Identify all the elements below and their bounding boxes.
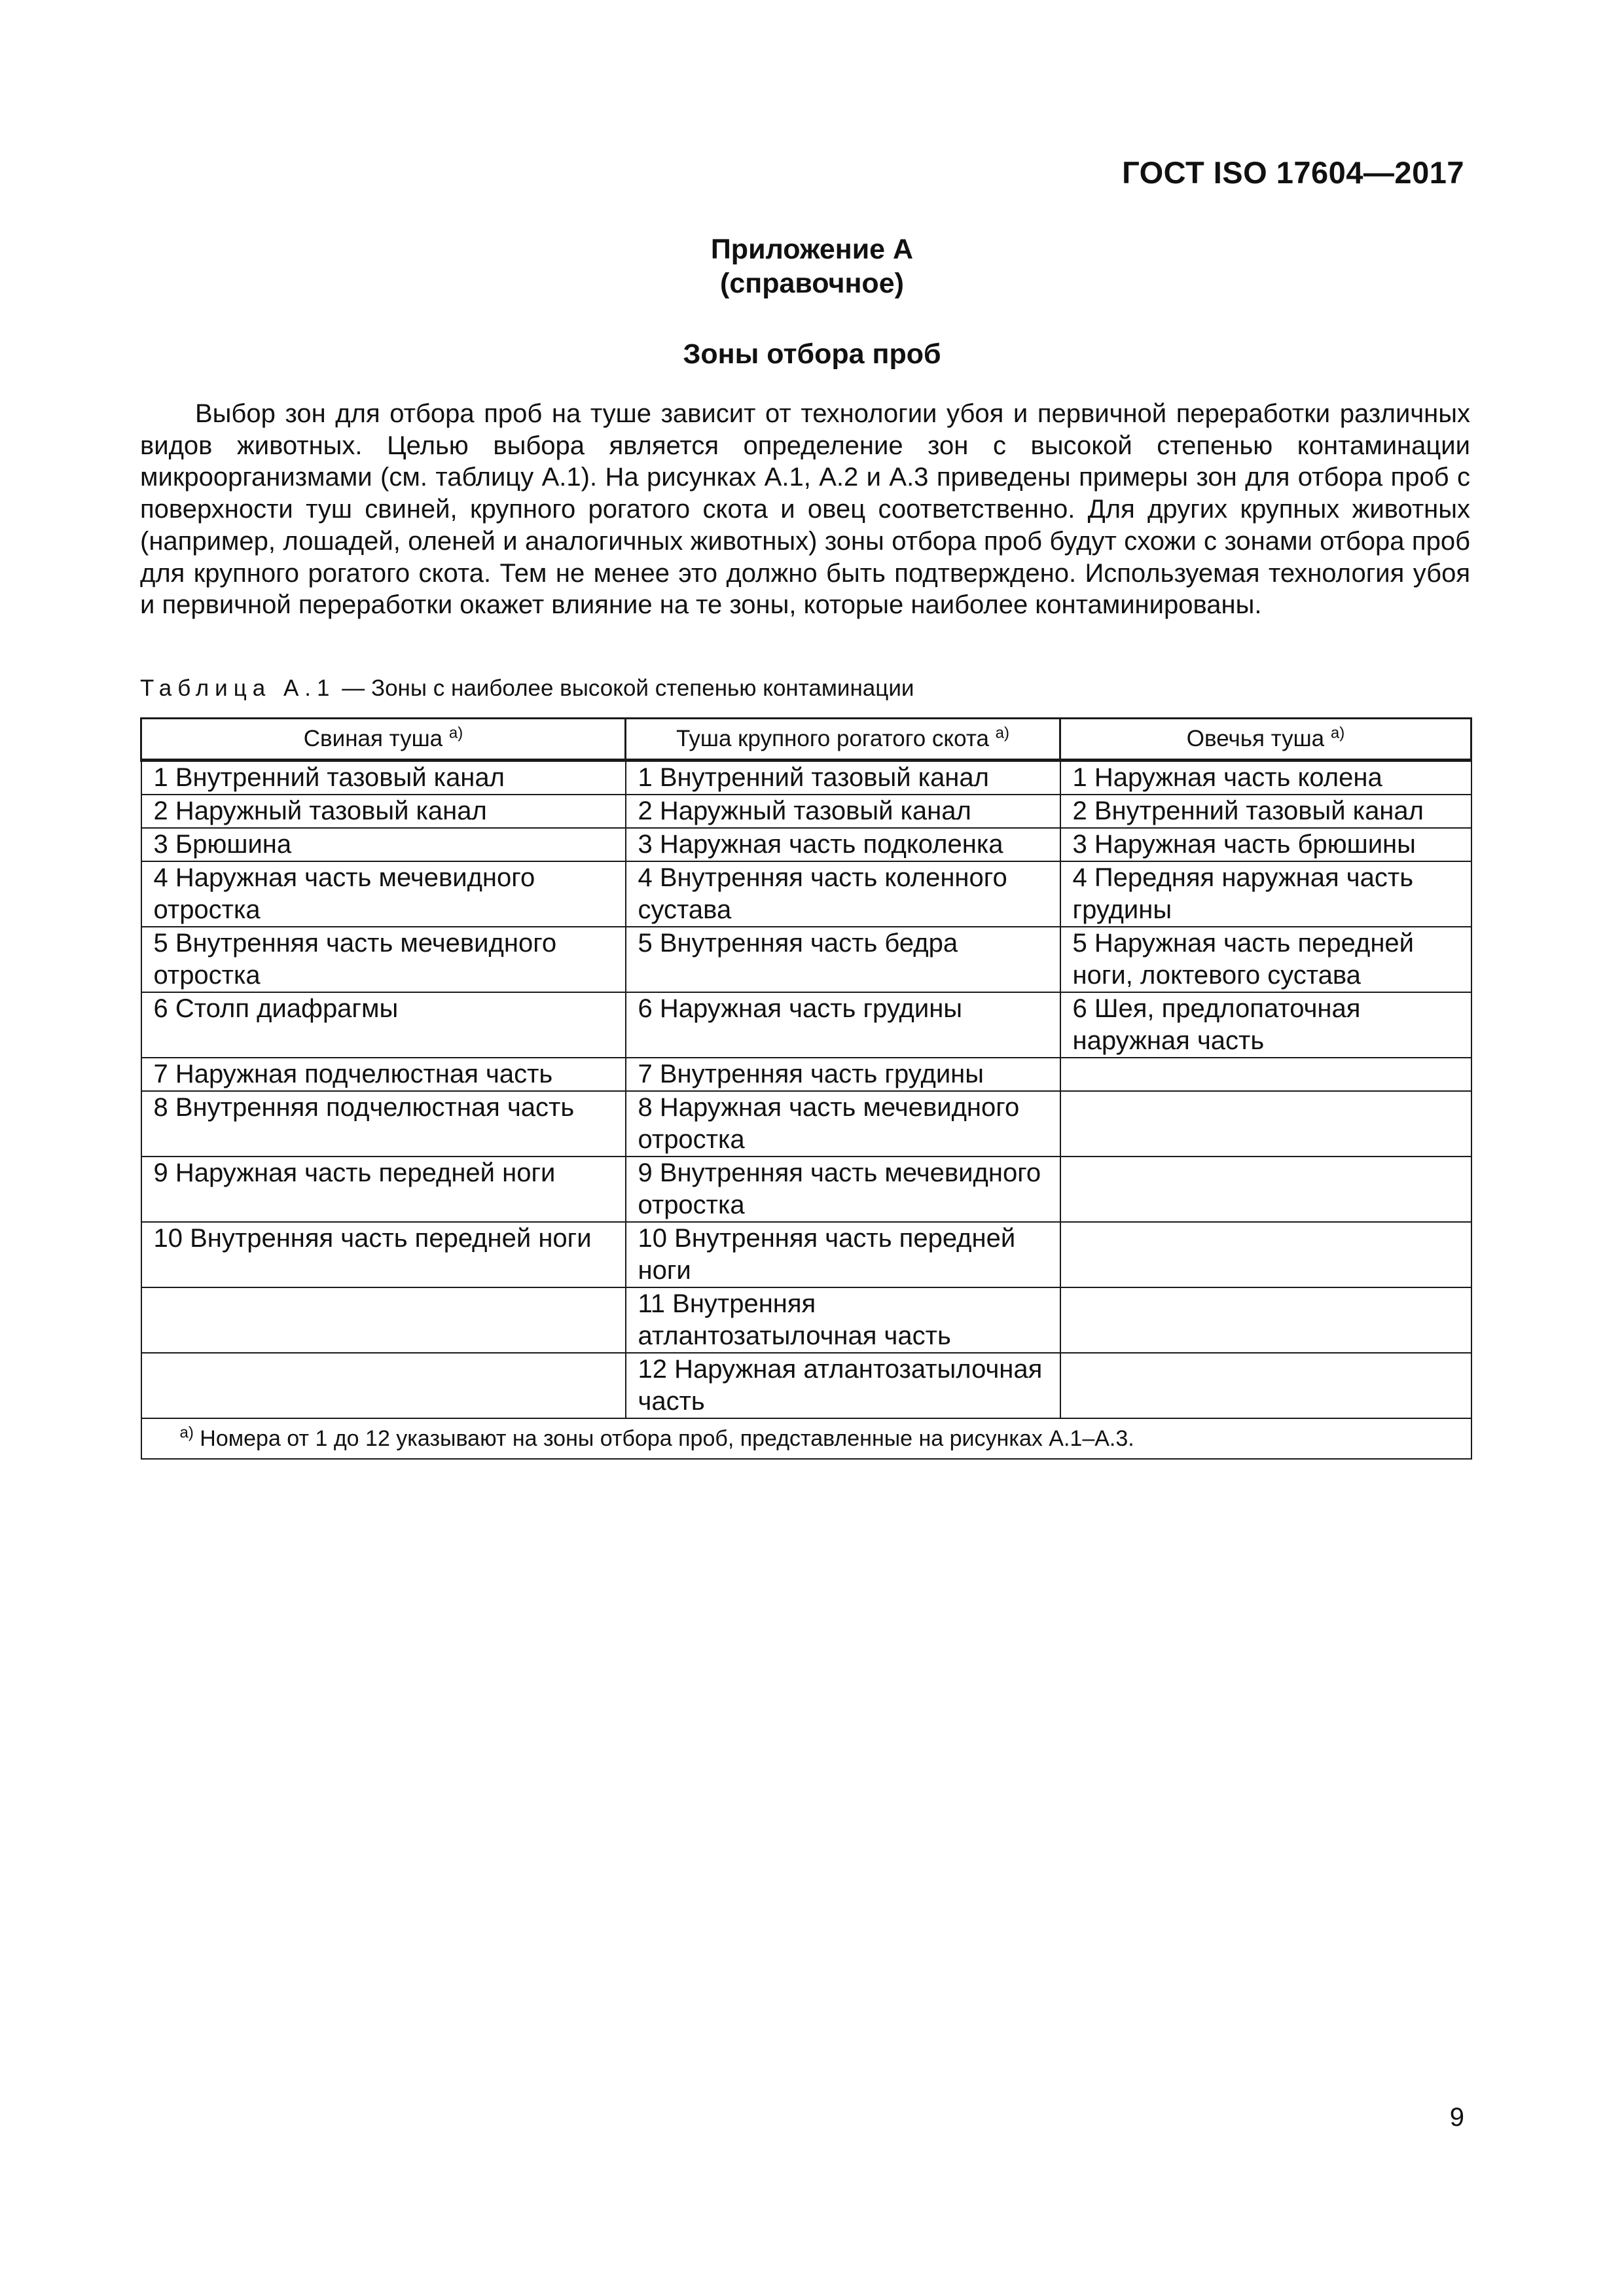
table-cell	[1060, 1353, 1471, 1418]
table-cell: 2 Наружный тазовый канал	[141, 795, 626, 828]
table-row	[141, 761, 1471, 795]
table-cell: 1 Внутренний тазовый канал	[626, 761, 1060, 795]
table-cell: 8 Наружная часть мечевидного отростка	[626, 1091, 1060, 1157]
table-row	[141, 992, 1471, 1058]
table-row	[141, 828, 1471, 861]
annex-title: Приложение А	[710, 234, 914, 265]
table-cell: 1 Внутренний тазовый канал	[141, 761, 626, 795]
table-row	[141, 1058, 1471, 1091]
header-sheep-carcass: Овечья туша $^{а)}$	[1060, 719, 1471, 761]
table-caption	[140, 674, 914, 703]
table-cell: 11 Внутренняя атлантозатылочная часть	[626, 1287, 1060, 1353]
table-cell	[141, 1287, 626, 1353]
table-cell: 4 Внутренняя часть коленного сустава	[626, 861, 1060, 927]
zones-table	[140, 717, 1472, 1460]
table-cell: 6 Столп диафрагмы	[141, 992, 626, 1058]
table-cell: 3 Наружная часть подколенка	[626, 828, 1060, 861]
table-cell	[1060, 1157, 1471, 1222]
table-cell: 2 Наружный тазовый канал	[626, 795, 1060, 828]
header-pig-carcass: Свиная туша $^{а)}$	[141, 719, 626, 761]
footnote-mark: а)	[179, 1424, 194, 1442]
table-cell: 3 Наружная часть брюшины	[1060, 828, 1471, 861]
annex-status: (справочное)	[720, 268, 904, 299]
table-cell: 5 Наружная часть передней ноги, локтевого сустава	[1060, 927, 1471, 992]
header-note-mark: а)	[448, 724, 463, 742]
table-cell	[1060, 1091, 1471, 1157]
table-caption-label: Таблица А.1	[140, 675, 336, 701]
table-cell: 3 Брюшина	[141, 828, 626, 861]
table-cell: 7 Внутренняя часть грудины	[626, 1058, 1060, 1091]
table-row	[141, 1222, 1471, 1287]
table-cell: 7 Наружная подчелюстная часть	[141, 1058, 626, 1091]
table-cell	[141, 1353, 626, 1418]
table-row	[141, 927, 1471, 992]
table-cell: 6 Шея, предлопаточная наружная часть	[1060, 992, 1471, 1058]
table-cell: 5 Внутренняя часть бедра	[626, 927, 1060, 992]
table-cell: 5 Внутренняя часть мечевидного отростка	[141, 927, 626, 992]
table-cell: 4 Передняя наружная часть грудины	[1060, 861, 1471, 927]
table-caption-text: — Зоны с наиболее высокой степенью контаминации	[335, 675, 914, 701]
table-row	[141, 1287, 1471, 1353]
document-id: ГОСТ ISO 17604—2017	[1122, 155, 1464, 190]
table-cell: 12 Наружная атлантозатылочная часть	[626, 1353, 1060, 1418]
annex-heading: Зоны отбора проб	[683, 338, 941, 370]
table-cell: 8 Внутренняя подчелюстная часть	[141, 1091, 626, 1157]
table-header-row	[141, 719, 1471, 761]
table-cell: 9 Внутренняя часть мечевидного отростка	[626, 1157, 1060, 1222]
table-cell: 10 Внутренняя часть передней ноги	[141, 1222, 626, 1287]
table-cell	[1060, 1222, 1471, 1287]
table-row	[141, 1157, 1471, 1222]
table-footnote	[141, 1418, 1471, 1459]
table-cell: 6 Наружная часть грудины	[626, 992, 1060, 1058]
table-cell: 9 Наружная часть передней ноги	[141, 1157, 626, 1222]
header-note-mark: а)	[995, 724, 1009, 742]
table-footnote-row	[141, 1418, 1471, 1459]
header-note-mark: а)	[1330, 724, 1345, 742]
page-number: 9	[1449, 2103, 1464, 2132]
table-row	[141, 795, 1471, 828]
table-row	[141, 1353, 1471, 1418]
table-cell: 10 Внутренняя часть передней ноги	[626, 1222, 1060, 1287]
table-cell	[1060, 1287, 1471, 1353]
header-cattle-carcass: Туша крупного рогатого скота $^{а)}$	[626, 719, 1060, 761]
footnote-text: Номера от 1 до 12 указывают на зоны отбора проб, представленные на рисунках А.1–А.3.	[193, 1426, 1134, 1451]
intro-paragraph: Выбор зон для отбора проб на туше зависит от технологии убоя и первичной переработки различных видов животных. Целью выбора является определение зон с высокой степенью контаминации микроорганизмами (см. таблицу А.1). На рисунках А.1, А.2 и А.3 приведены примеры зон для отбора проб с поверхности туш свиней, крупного рогатого скота и овец соответственно. Для других крупных животных (например, лошадей, оленей и аналогичных животных) зоны отбора проб будут схожи с зонами отбора проб для крупного рогатого скота. Тем не менее это должно быть подтверждено. Используемая технология убоя и первичной переработки окажет влияние на те зоны, которые наиболее контаминированы.	[140, 399, 1470, 620]
table-row	[141, 861, 1471, 927]
table-cell: 1 Наружная часть колена	[1060, 761, 1471, 795]
table-cell: 4 Наружная часть мечевидного отростка	[141, 861, 626, 927]
table-cell	[1060, 1058, 1471, 1091]
table-row	[141, 1091, 1471, 1157]
table-cell: 2 Внутренний тазовый канал	[1060, 795, 1471, 828]
